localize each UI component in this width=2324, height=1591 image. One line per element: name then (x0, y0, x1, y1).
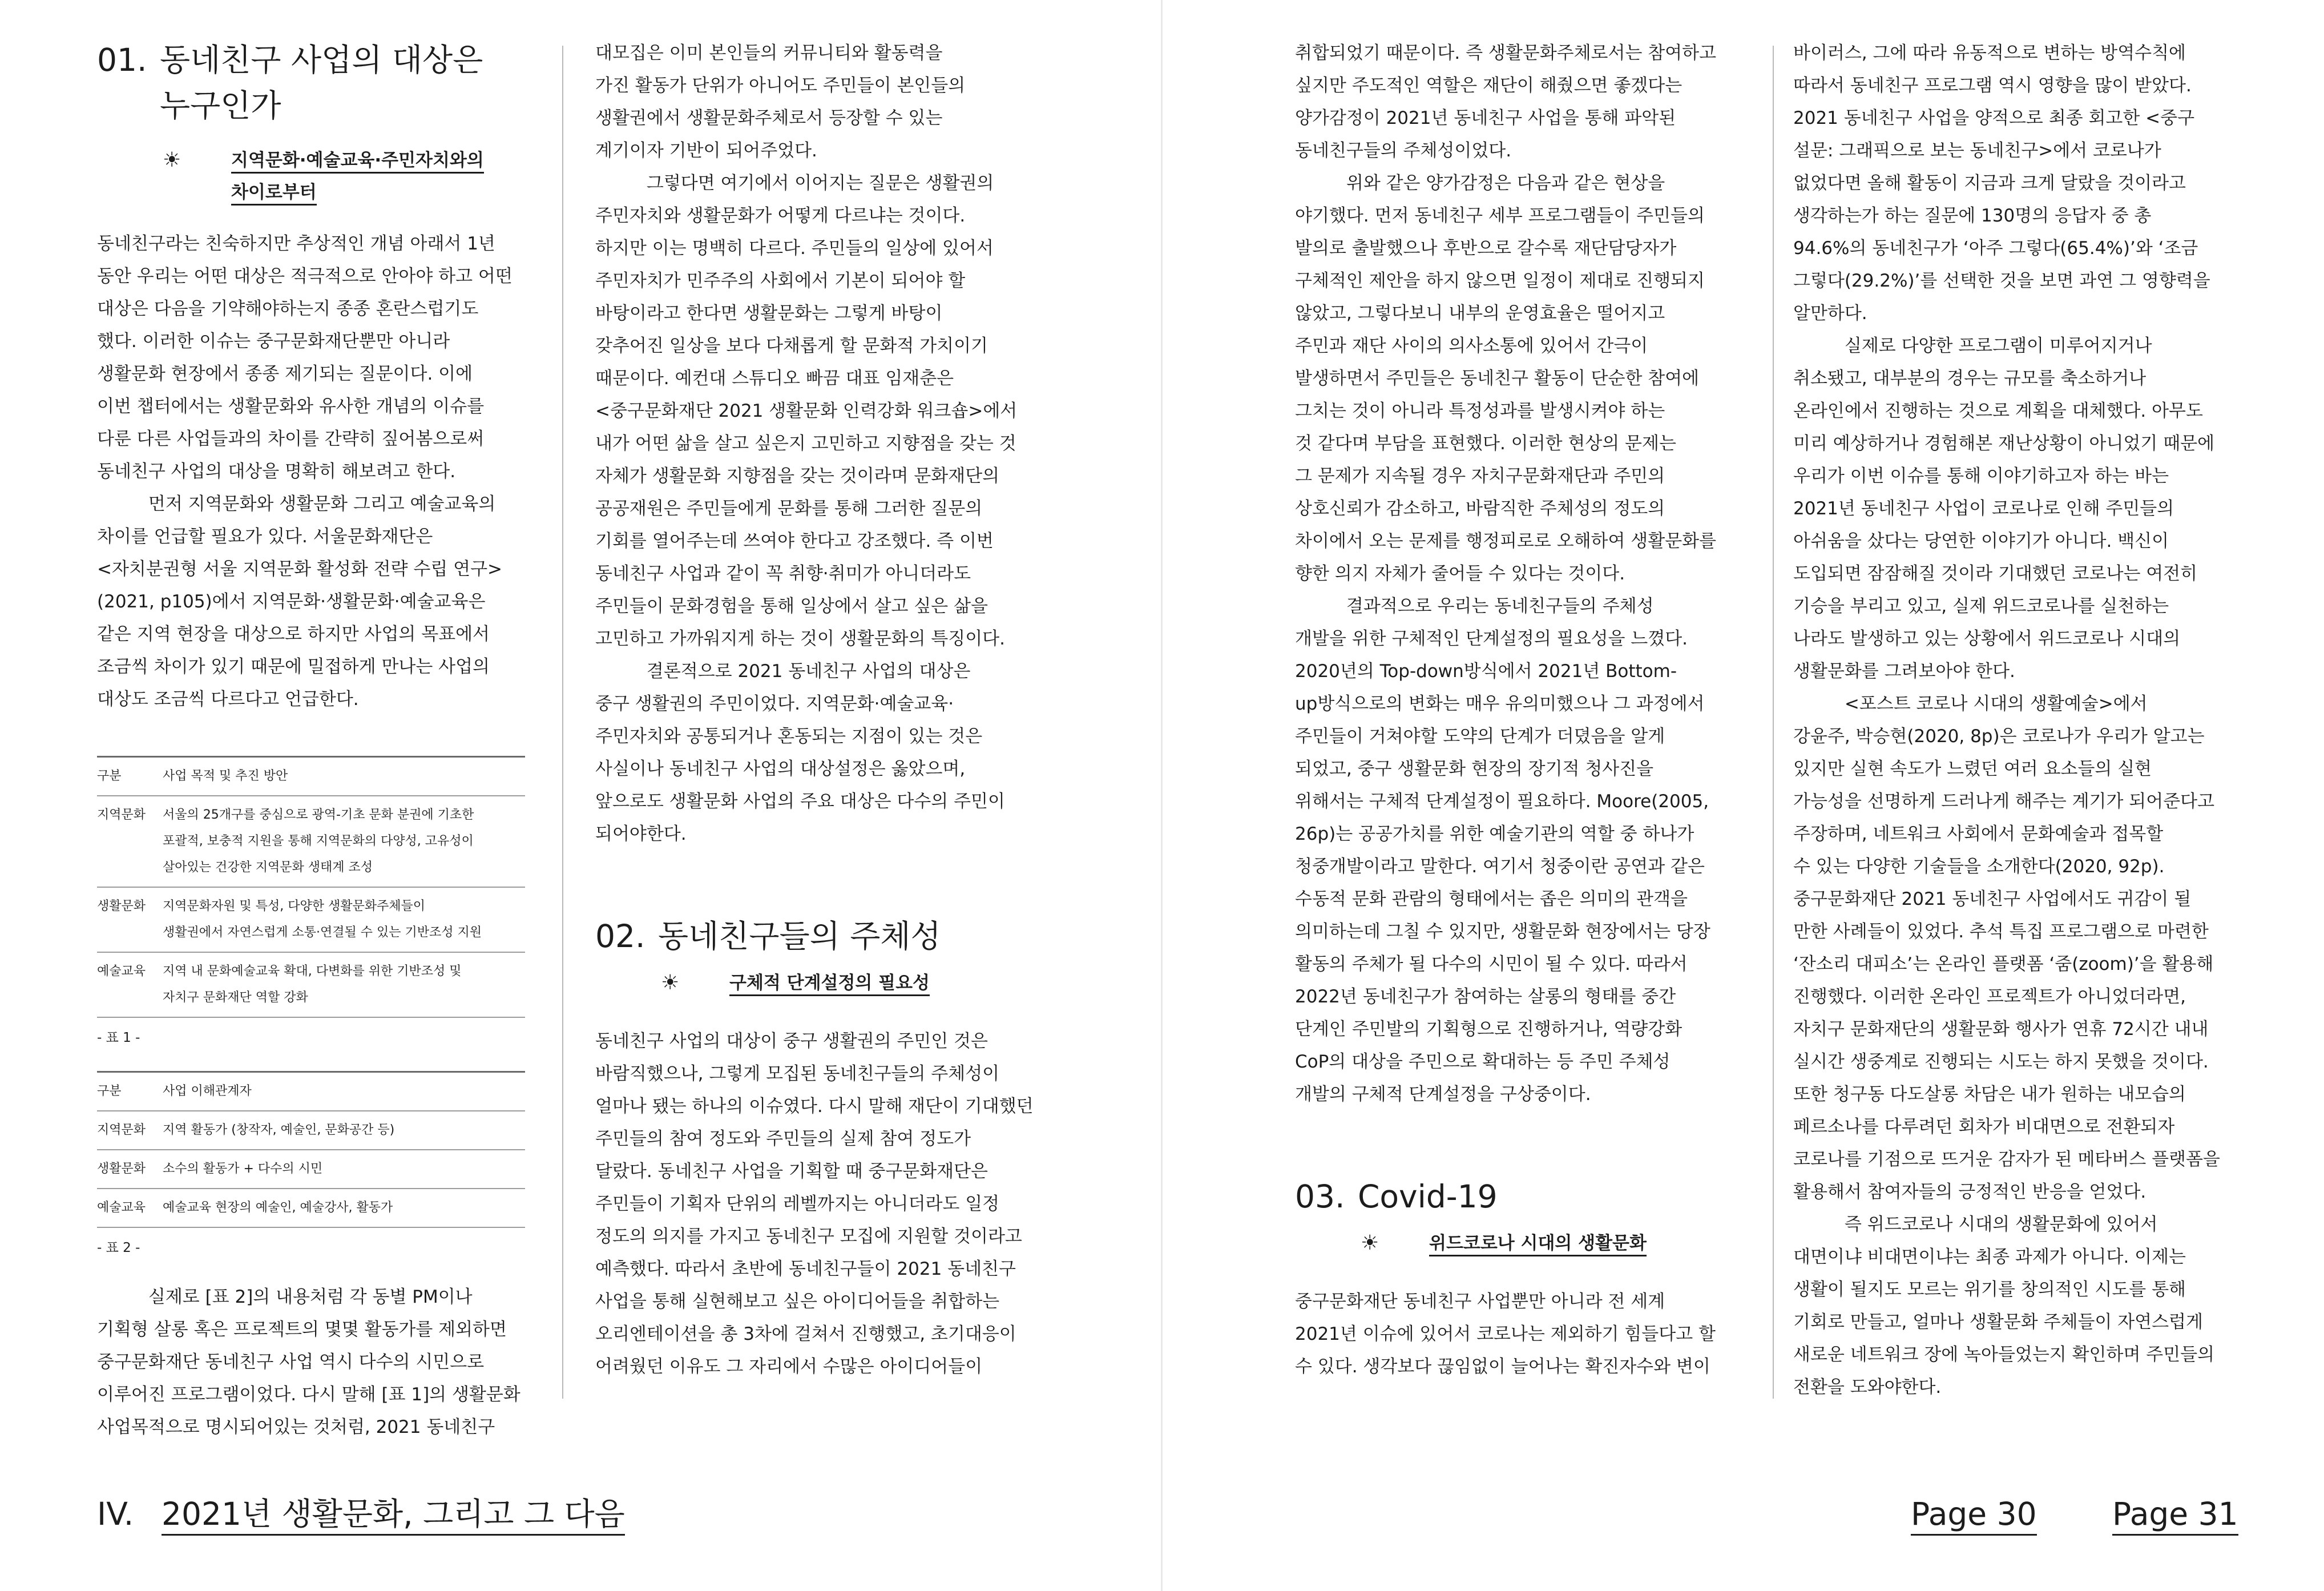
text-line: 위와 같은 양가감정은 다음과 같은 현상을 (1346, 173, 1665, 194)
text-line: 알만하다. (1793, 303, 1867, 324)
text-line: 코로나를 기점으로 뜨거운 감자가 된 메타버스 플랫폼을 (1793, 1149, 2220, 1170)
sun-icon: ☀ (1361, 1231, 1379, 1255)
text-line: 또한 청구동 다도살롱 차담은 내가 원하는 내모습의 (1793, 1084, 2186, 1105)
text-line: 가능성을 선명하게 드러나게 해주는 계기가 되어준다고 (1793, 791, 2215, 812)
text-line: 차이를 언급할 필요가 있다. 서울문화재단은 (97, 526, 433, 547)
table-cell-key: 예술교육 (97, 1201, 146, 1215)
text-line: 조금씩 차이가 있기 때문에 밀접하게 만나는 사업의 (97, 656, 490, 677)
table-row (97, 1150, 525, 1189)
text-line: 다룬 다른 사업들과의 차이를 간략히 짚어봄으로써 (97, 429, 485, 449)
text-line: <중구문화재단 2021 생활문화 인력강화 워크숍>에서 (595, 401, 1018, 421)
text-line: 이번 챕터에서는 생활문화와 유사한 개념의 이슈를 (97, 396, 485, 417)
text-line: 위해서는 구체적 단계설정이 필요하다. Moore(2005, (1295, 791, 1709, 812)
paragraph (97, 228, 531, 488)
section-title-line: 누구인가 (160, 87, 281, 124)
text-line: 되었고, 중구 생활문화 현장의 장기적 청사진을 (1295, 759, 1654, 779)
cell-line: 지역 내 문화예술교육 확대, 다변화를 위한 기반조성 및 (163, 964, 462, 978)
section-number: 01. (97, 42, 147, 78)
text-line: 실제로 [표 2]의 내용처럼 각 동별 PM이나 (148, 1287, 473, 1307)
column-4 (1793, 37, 2250, 1404)
text-line: 2021년 동네친구 사업이 코로나로 인해 주민들의 (1793, 498, 2174, 519)
table-cell-key: 지역문화 (97, 808, 146, 822)
text-line: 동네친구들의 주체성이었다. (1295, 140, 1512, 161)
text-line: 만한 사례들이 있었다. 추석 특집 프로그램으로 마련한 (1793, 921, 2209, 942)
text-line: 고민하고 가까워지게 하는 것이 생활문화의 특징이다. (595, 629, 1005, 649)
text-line: 주민들이 기획자 단위의 레벨까지는 아니더라도 일정 (595, 1194, 1000, 1214)
text-line: 동안 우리는 어떤 대상은 적극적으로 안아야 하고 어떤 (97, 266, 513, 287)
text-line: 오리엔테이션을 총 3차에 걸쳐서 진행했고, 초기대응이 (595, 1324, 1016, 1344)
text-line: 새로운 네트워크 장에 녹아들었는지 확인하며 주민들의 (1793, 1344, 2215, 1365)
text-line: 않았고, 그렇다보니 내부의 운영효율은 떨어지고 (1295, 303, 1665, 324)
table-caption: - 표 1 - (97, 1030, 140, 1045)
text-line: 예측했다. 따라서 초반에 동네친구들이 2021 동네친구 (595, 1259, 1016, 1279)
text-line: 전환을 도와야한다. (1793, 1377, 1942, 1397)
paragraph (1793, 330, 2250, 688)
text-line: 청중개발이라고 말한다. 여기서 청중이란 공연과 같은 (1295, 856, 1705, 877)
text-line: 동네친구 사업의 대상이 중구 생활권의 주민인 것은 (595, 1031, 988, 1052)
text-line: 이루어진 프로그램이었다. 다시 말해 [표 1]의 생활문화 (97, 1384, 521, 1405)
sun-icon: ☀ (163, 148, 181, 172)
text-line: 생활문화 현장에서 종종 제기되는 질문이다. 이에 (97, 364, 473, 384)
right-page (1162, 0, 2324, 1591)
chapter-number: IV. (97, 1496, 134, 1532)
section-number: 02. (595, 918, 645, 954)
text-line: 계기이자 기반이 되어주었다. (595, 140, 817, 161)
text-line: 되어야한다. (595, 824, 687, 844)
paragraph (1793, 688, 2250, 1209)
text-line: 대면이냐 비대면이냐는 최종 과제가 아니다. 이제는 (1793, 1247, 2186, 1267)
body-text (97, 1281, 531, 1444)
cell-line: 살아있는 건강한 지역문화 생태계 조성 (163, 860, 373, 875)
text-line: 동네친구라는 친숙하지만 추상적인 개념 아래서 1년 (97, 233, 495, 254)
table-header-cell: 사업 이해관계자 (163, 1084, 252, 1098)
section-number: 03. (1295, 1178, 1345, 1215)
text-line: 생활권에서 생활문화주체로서 등장할 수 있는 (595, 108, 943, 128)
text-line: 향한 의지 자체가 줄어들 수 있다는 것이다. (1295, 563, 1625, 584)
text-line: 발생하면서 주민들은 동네친구 활동이 단순한 참여에 (1295, 368, 1700, 389)
text-line: 기승을 부리고 있고, 실제 위드코로나를 실천하는 (1793, 596, 2169, 617)
text-line: 기회로 만들고, 얼마나 생활문화 주체들이 자연스럽게 (1793, 1312, 2203, 1332)
text-line: 어려웠던 이유도 그 자리에서 수많은 아이디어들이 (595, 1356, 983, 1377)
text-line: 미리 예상하거나 경험해본 재난상황이 아니었기 때문에 (1793, 433, 2215, 454)
table-row (97, 796, 525, 887)
paragraph (97, 1281, 531, 1444)
text-line: 싶지만 주도적인 역할은 재단이 해줬으면 좋겠다는 (1295, 75, 1683, 96)
text-line: 생각하는가 하는 질문에 130명의 응답자 중 총 (1793, 206, 2152, 226)
section-2-subtitle (661, 967, 1040, 999)
text-line: 있지만 실현 속도가 느렸던 여러 요소들의 실현 (1793, 759, 2152, 779)
text-line: 아쉬움을 샀다는 당연한 이야기가 아니다. 백신이 (1793, 531, 2169, 551)
paragraph (595, 37, 1040, 167)
text-line: 내가 어떤 삶을 살고 싶은지 고민하고 지향점을 갖는 것 (595, 433, 1016, 454)
table-cell-value: 지역 활동가 (창작자, 예술인, 문화공간 등) (163, 1123, 395, 1137)
text-line: 대상도 조금씩 다르다고 언급한다. (97, 689, 359, 710)
cell-line: 포괄적, 보충적 지원을 통해 지역문화의 다양성, 고유성이 (163, 834, 474, 848)
section-1-heading (97, 37, 531, 128)
text-line: 발의로 출발했으나 후반으로 갈수록 재단담당자가 (1295, 238, 1677, 259)
text-line: 구체적인 제안을 하지 않으면 일정이 제대로 진행되지 (1295, 271, 1705, 291)
text-line: up방식으로의 변화는 매우 유의미했으나 그 과정에서 (1295, 694, 1705, 714)
body-text (1793, 37, 2250, 1404)
subtitle-line: 지역문화·예술교육·주민자치와의 (231, 150, 484, 174)
table-header-cell: 구분 (97, 1084, 122, 1098)
text-line: 얼마나 됐는 하나의 이슈였다. 다시 말해 재단이 기대했던 (595, 1096, 1034, 1117)
table-cell-key: 생활문화 (97, 899, 146, 913)
text-line: 결론적으로 2021 동네친구 사업의 대상은 (646, 661, 971, 682)
text-line: 때문이다. 예컨대 스튜디오 빠끔 대표 임재춘은 (595, 368, 954, 389)
text-line: 중구문화재단 2021 동네친구 사업에서도 귀감이 될 (1793, 889, 2192, 909)
text-line: 없었다면 올해 활동이 지금과 크게 달랐을 것이라고 (1793, 173, 2186, 194)
text-line: 대모집은 이미 본인들의 커뮤니티와 활동력을 (595, 43, 943, 63)
text-line: 우리가 이번 이슈를 통해 이야기하고자 하는 바는 (1793, 466, 2169, 486)
table-caption: - 표 2 - (97, 1240, 140, 1255)
table-cell-key: 생활문화 (97, 1162, 146, 1176)
text-line: 실시간 생중계로 진행되는 시도는 하지 못했을 것이다. (1793, 1052, 2209, 1072)
text-line: 그 문제가 지속될 경우 자치구문화재단과 주민의 (1295, 466, 1665, 486)
table-cell-key: 예술교육 (97, 964, 146, 978)
text-line: 달랐다. 동네친구 사업을 기획할 때 중구문화재단은 (595, 1161, 988, 1182)
text-line: 바람직했으나, 그렇게 모집된 동네친구들의 주체성이 (595, 1064, 1000, 1084)
text-line: 강윤주, 박승현(2020, 8p)은 코로나가 우리가 알고는 (1793, 726, 2205, 747)
table-cell-value (163, 796, 525, 887)
text-line: 그렇다면 여기에서 이어지는 질문은 생활권의 (646, 173, 994, 194)
text-line: 취합되었기 때문이다. 즉 생활문화주체로서는 참여하고 (1295, 43, 1717, 63)
paragraph (1295, 37, 1752, 167)
chapter-title: 2021년 생활문화, 그리고 그 다음 (162, 1494, 625, 1536)
paragraph (1295, 1286, 1752, 1383)
text-line: 했다. 이러한 이슈는 중구문화재단뿐만 아니라 (97, 331, 450, 352)
paragraph (595, 655, 1040, 851)
text-line: 차이에서 오는 문제를 행정피로로 오해하여 생활문화를 (1295, 531, 1717, 551)
text-line: 중구문화재단 동네친구 사업 역시 다수의 시민으로 (97, 1352, 485, 1372)
text-line: 먼저 지역문화와 생활문화 그리고 예술교육의 (148, 494, 496, 514)
table-cell-key: 지역문화 (97, 1123, 146, 1137)
text-line: 양가감정이 2021년 동네친구 사업을 통해 파악된 (1295, 108, 1676, 128)
page-number-left: Page 30 (1911, 1494, 2037, 1536)
section-title: 동네친구들의 주체성 (658, 918, 941, 954)
column-3 (1295, 37, 1752, 1383)
text-line: 사실이나 동네친구 사업의 대상설정은 옳았으며, (595, 759, 966, 779)
table-cell-value (163, 887, 525, 952)
section-2-heading (595, 913, 1040, 959)
table-row (97, 887, 525, 952)
subtitle-line: 위드코로나 시대의 생활문화 (1429, 1233, 1647, 1256)
text-line: 사업목적으로 명시되어있는 것처럼, 2021 동네친구 (97, 1417, 495, 1437)
text-line: 주민과 재단 사이의 의사소통에 있어서 간극이 (1295, 336, 1648, 356)
text-line: 사업을 통해 실현해보고 싶은 아이디어들을 취합하는 (595, 1291, 1000, 1312)
text-line: 바탕이라고 한다면 생활문화는 그렇게 바탕이 (595, 303, 943, 324)
text-line: 수동적 문화 관람의 형태에서는 좁은 의미의 관객을 (1295, 889, 1688, 909)
text-line: 가진 활동가 단위가 아니어도 주민들이 본인들의 (595, 75, 966, 96)
text-line: 페르소나를 다루려던 회차가 비대면으로 전환되자 (1793, 1117, 2175, 1137)
table-cell-value (163, 952, 525, 1017)
text-line: 기회를 열어주는데 쓰여야 한다고 강조했다. 즉 이번 (595, 531, 994, 551)
text-line: 주장하며, 네트워크 사회에서 문화예술과 접목할 (1793, 824, 2164, 844)
text-line: 단계인 주민발의 기획형으로 진행하거나, 역량강화 (1295, 1019, 1683, 1040)
text-line: 결과적으로 우리는 동네친구들의 주체성 (1346, 596, 1654, 617)
table-row (97, 1189, 525, 1227)
text-line: 실제로 다양한 프로그램이 미루어지거나 (1844, 336, 2152, 356)
text-line: 설문: 그래픽으로 보는 동네친구>에서 코로나가 (1793, 140, 2161, 161)
text-line: CoP의 대상을 주민으로 확대하는 등 주민 주체성 (1295, 1052, 1671, 1072)
cell-line: 생활권에서 자연스럽게 소통·연결될 수 있는 기반조성 지원 (163, 925, 482, 940)
text-line: 생활이 될지도 모르는 위기를 창의적인 시도를 통해 (1793, 1279, 2186, 1300)
cell-line: 서울의 25개구를 중심으로 광역-기초 문화 분권에 기초한 (163, 808, 474, 822)
text-line: 것 같다며 부담을 표현했다. 이러한 현상의 문제는 (1295, 433, 1676, 454)
body-text (1295, 37, 1752, 1111)
section-3-subtitle (1361, 1227, 1752, 1259)
text-line: 야기했다. 먼저 동네친구 세부 프로그램들이 주민들의 (1295, 206, 1705, 226)
paragraph (595, 167, 1040, 655)
table-header-cell: 사업 목적 및 추진 방안 (163, 769, 288, 783)
text-line: 따라서 동네친구 프로그램 역시 영향을 많이 받았다. (1793, 75, 2192, 96)
subtitle-line: 차이로부터 (231, 182, 317, 206)
section-3-heading (1295, 1174, 1752, 1219)
cell-line: 자치구 문화재단 역할 강화 (163, 990, 308, 1005)
text-line: 활용해서 참여자들의 긍정적인 반응을 얻었다. (1793, 1182, 2147, 1202)
body-text (97, 228, 531, 716)
paragraph (1295, 167, 1752, 590)
section-title-line: 동네친구 사업의 대상은 (160, 42, 483, 78)
text-line: 주민자치와 생활문화가 어떻게 다르냐는 것이다. (595, 206, 966, 226)
text-line: <자치분권형 서울 지역문화 활성화 전략 수립 연구> (97, 559, 502, 579)
paragraph (595, 1025, 1040, 1383)
sun-icon: ☀ (661, 971, 680, 994)
text-line: 의미하는데 그칠 수 있지만, 생활문화 현장에서는 당장 (1295, 921, 1710, 942)
table-header-row (97, 1072, 525, 1111)
column-divider (562, 46, 563, 1399)
table-1-block (97, 756, 531, 1046)
text-line: 자치구 문화재단의 생활문화 행사가 연휴 72시간 내내 (1793, 1019, 2209, 1040)
paragraph (1793, 37, 2250, 330)
body-text (595, 37, 1040, 851)
text-line: 나라도 발생하고 있는 상황에서 위드코로나 시대의 (1793, 629, 2181, 649)
cell-line: 지역문화자원 및 특성, 다양한 생활문화주체들이 (163, 899, 426, 913)
column-2 (595, 37, 1040, 1383)
text-line: 공공재원은 주민들에게 문화를 통해 그러한 질문의 (595, 498, 983, 519)
section-title: Covid-19 (1358, 1178, 1498, 1215)
text-line: 2020년의 Top-down방식에서 2021년 Bottom- (1295, 661, 1677, 682)
table-1 (97, 756, 525, 1018)
text-line: 주민들이 문화경험을 통해 일상에서 살고 싶은 삶을 (595, 596, 988, 617)
text-line: 주민들이 거쳐야할 도약의 단계가 더뎠음을 알게 (1295, 726, 1665, 747)
text-line: 바이러스, 그에 따라 유동적으로 변하는 방역수칙에 (1793, 43, 2186, 63)
subtitle-line: 구체적 단계설정의 필요성 (729, 973, 930, 996)
text-line: 중구문화재단 동네친구 사업뿐만 아니라 전 세계 (1295, 1291, 1665, 1312)
paragraph (97, 488, 531, 716)
text-line: 주민들의 참여 정도와 주민들의 실제 참여 정도가 (595, 1129, 971, 1149)
text-line: 하지만 이는 명백히 다르다. 주민들의 일상에 있어서 (595, 238, 994, 259)
text-line: 수 있다. 생각보다 끊임없이 늘어나는 확진자수와 변이 (1295, 1356, 1710, 1377)
text-line: 주민자치가 민주주의 사회에서 기본이 되어야 할 (595, 271, 966, 291)
paragraph (1793, 1209, 2250, 1404)
text-line: 수 있는 다양한 기술들을 소개한다(2020, 92p). (1793, 856, 2165, 877)
table-2 (97, 1071, 525, 1228)
table-cell-value: 소수의 활동가 + 다수의 시민 (163, 1162, 323, 1176)
text-line: 자체가 생활문화 지향점을 갖는 것이라며 문화재단의 (595, 466, 1000, 486)
text-line: 진행했다. 이러한 온라인 프로젝트가 아니었더라면, (1793, 986, 2186, 1007)
section-title (160, 37, 483, 128)
text-line: 생활문화를 그려보아야 한다. (1793, 661, 2015, 682)
text-line: 동네친구 사업의 대상을 명확히 해보려고 한다. (97, 461, 456, 482)
text-line: 도입되면 잠잠해질 것이라 기대했던 코로나는 여전히 (1793, 563, 2198, 584)
text-line: 주민자치와 공통되거나 혼동되는 지점이 있는 것은 (595, 726, 983, 747)
text-line: 개발을 위한 구체적인 단계설정의 필요성을 느꼈다. (1295, 629, 1688, 649)
table-cell-value: 예술교육 현장의 예술인, 예술강사, 활동가 (163, 1201, 393, 1215)
table-row (97, 1111, 525, 1150)
text-line: 앞으로도 생활문화 사업의 주요 대상은 다수의 주민이 (595, 791, 1005, 812)
paragraph (1295, 590, 1752, 1111)
text-line: 활동의 주체가 될 다수의 시민이 될 수 있다. 따라서 (1295, 954, 1688, 974)
text-line: 26p)는 공공가치를 위한 예술기관의 역할 중 하나가 (1295, 824, 1694, 844)
text-line: 동네친구 사업과 같이 꼭 취향·취미가 아니더라도 (595, 563, 971, 584)
text-line: 2022년 동네친구가 참여하는 살롱의 형태를 중간 (1295, 986, 1676, 1007)
table-header-row (97, 757, 525, 796)
section-1-subtitle (163, 144, 531, 208)
text-line: 취소됐고, 대부분의 경우는 규모를 축소하거나 (1793, 368, 2147, 389)
text-line: <포스트 코로나 시대의 생활예술>에서 (1844, 694, 2148, 714)
text-line: 대상은 다음을 기약해야하는지 종종 혼란스럽기도 (97, 299, 479, 319)
text-line: ‘잔소리 대피소’는 온라인 플랫폼 ‘줌(zoom)’을 활용해 (1793, 954, 2214, 974)
text-line: 즉 위드코로나 시대의 생활문화에 있어서 (1844, 1214, 2158, 1235)
column-divider (1773, 46, 1774, 1399)
text-line: 기획형 살롱 혹은 프로젝트의 몇몇 활동가를 제외하면 (97, 1319, 507, 1340)
table-2-block (97, 1071, 531, 1256)
table-header-cell: 구분 (97, 769, 122, 783)
text-line: 정도의 의지를 가지고 동네친구 모집에 지원할 것이라고 (595, 1226, 1022, 1247)
text-line: 상호신뢰가 감소하고, 바람직한 주체성의 정도의 (1295, 498, 1665, 519)
text-line: (2021, p105)에서 지역문화·생활문화·예술교육은 (97, 591, 486, 612)
text-line: 개발의 구체적 단계설정을 구상중이다. (1295, 1084, 1591, 1105)
text-line: 2021년 이슈에 있어서 코로나는 제외하기 힘들다고 할 (1295, 1324, 1716, 1344)
body-text (595, 1025, 1040, 1383)
text-line: 그치는 것이 아니라 특정성과를 발생시켜야 하는 (1295, 401, 1665, 421)
text-line: 94.6%의 동네친구가 ‘아주 그렇다(65.4%)’와 ‘조금 (1793, 238, 2198, 259)
page-number-right: Page 31 (2112, 1494, 2238, 1536)
text-line: 2021 동네친구 사업을 양적으로 최종 회고한 <중구 (1793, 108, 2195, 128)
column-1 (97, 37, 531, 1444)
table-row (97, 952, 525, 1017)
body-text (1295, 1286, 1752, 1383)
text-line: 그렇다(29.2%)’를 선택한 것을 보면 과연 그 영향력을 (1793, 271, 2210, 291)
text-line: 온라인에서 진행하는 것으로 계획을 대체했다. 아무도 (1793, 401, 2203, 421)
text-line: 같은 지역 현장을 대상으로 하지만 사업의 목표에서 (97, 624, 490, 645)
text-line: 갖추어진 일상을 보다 다채롭게 할 문화적 가치이기 (595, 336, 988, 356)
text-line: 중구 생활권의 주민이었다. 지역문화·예술교육· (595, 694, 954, 714)
